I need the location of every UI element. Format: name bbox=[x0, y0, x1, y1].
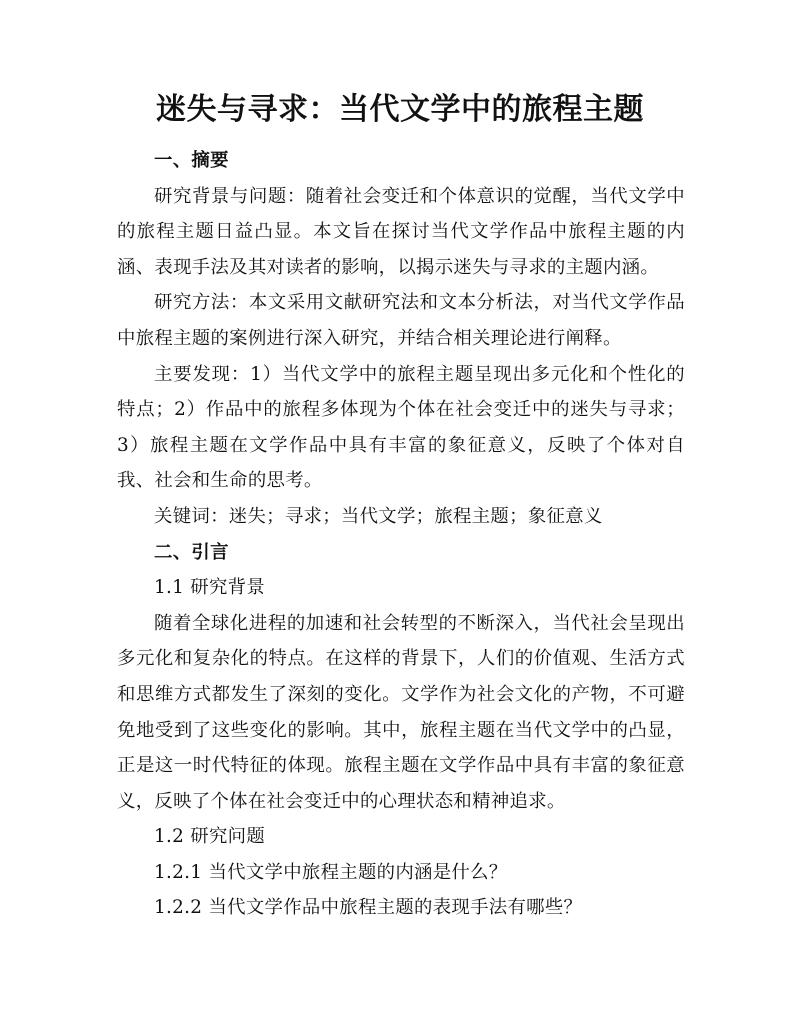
page-title: 迷失与寻求：当代文学中的旅程主题 bbox=[156, 92, 644, 127]
section-heading-introduction: 二、引言 bbox=[154, 541, 229, 563]
section-heading-abstract: 一、摘要 bbox=[154, 150, 229, 171]
background-paragraph: 随着全球化进程的加速和社会转型的不断深入，当代社会呈现出多元化和复杂化的特点。在这样的背景下，人们的价值观、生活方式和思维方式都发生了深刻的变化。文学作为社会文化的产物，不可避免地受到了这些变化的影响。其中，旅程主题在当代文学中的凸显，正是这一时代特征的体现。旅程主题在文学作品中具有丰富的象征意义，反映了个体在社会变迁中的心理状态和精神追求。 bbox=[117, 612, 685, 812]
subsection-heading-1-1: 1.1 研究背景 bbox=[154, 577, 266, 599]
keywords-line: 关键词：迷失；寻求；当代文学；旅程主题；象征意义 bbox=[154, 505, 603, 527]
abstract-findings-paragraph: 主要发现：1）当代文学中的旅程主题呈现出多元化和个性化的特点；2）作品中的旅程多体现为个体在社会变迁中的迷失与寻求；3）旅程主题在文学作品中具有丰富的象征意义，反映了个体对自我、社会和生命的思考。 bbox=[117, 363, 685, 492]
research-question-2: 1.2.2 当代文学作品中旅程主题的表现手法有哪些？ bbox=[154, 897, 583, 919]
abstract-method-paragraph: 研究方法：本文采用文献研究法和文本分析法，对当代文学作品中旅程主题的案例进行深入研究，并结合相关理论进行阐释。 bbox=[117, 292, 685, 349]
research-question-1: 1.2.1 当代文学中旅程主题的内涵是什么？ bbox=[154, 861, 508, 883]
document-body bbox=[117, 143, 685, 926]
subsection-heading-1-2: 1.2 研究问题 bbox=[154, 826, 266, 848]
abstract-background-paragraph: 研究背景与问题：随着社会变迁和个体意识的觉醒，当代文学中的旅程主题日益凸显。本文旨在探讨当代文学作品中旅程主题的内涵、表现手法及其对读者的影响，以揭示迷失与寻求的主题内涵。 bbox=[117, 185, 685, 278]
